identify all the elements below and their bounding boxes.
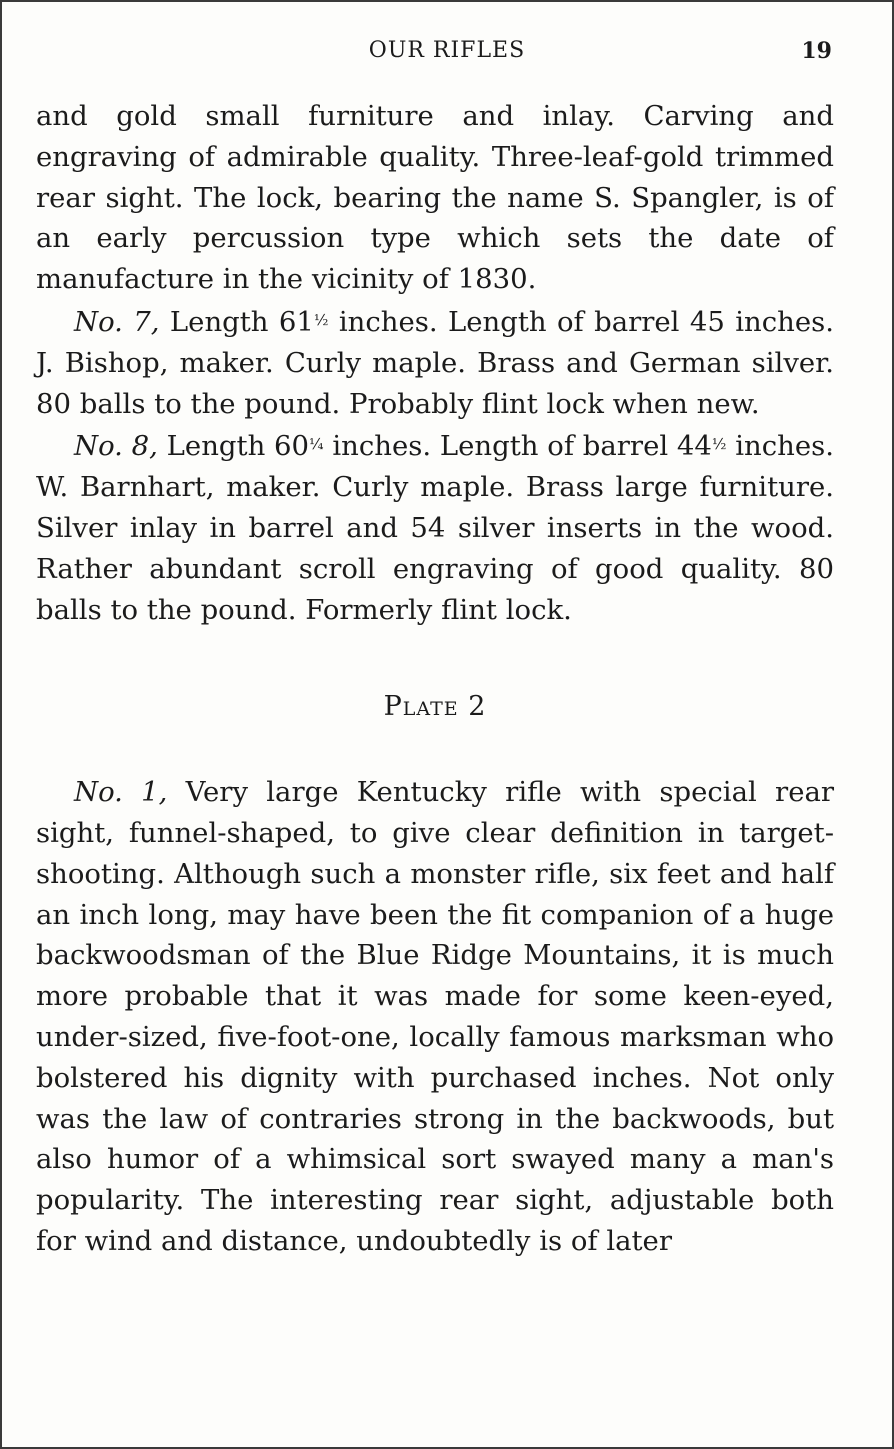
paragraph-text: Length 61 <box>159 305 314 338</box>
paragraph-continuation: and gold small furniture and inlay. Carving and engraving of admirable quality. Three-leaf-gold trimmed rear sight. The lock, bearing the name S. Spangler, is of an early percussion type which sets the date of manufacture in the vicinity of 1830. <box>36 100 834 296</box>
paragraph-text: inches. W. Barnhart, maker. Curly maple. Brass large furniture. Silver inlay in barrel and 54 silver inserts in the wood. Rather abundant scroll engraving of good quality. 80 balls to the pound. Formerly flint lock. <box>36 430 834 626</box>
paragraph-text: Length 60 <box>157 430 310 463</box>
paragraph-text: inches. Length of barrel 45 inches. J. Bishop, maker. Curly maple. Brass and German silver. 80 balls to the pound. Probably flint lock when new. <box>36 305 834 420</box>
paragraph-item-7 <box>36 300 834 424</box>
item-number: No. 8, <box>74 430 158 463</box>
running-title: OUR RIFLES <box>368 38 526 63</box>
paragraph-text: Very large Kentucky rifle with special rear sight, funnel-shaped, to give clear definition in target-shooting. Although such a monster rifle, six feet and half an inch long, may have been the fit companion of a huge backwoodsman of the Blue Ridge Mountains, it is much more probable that it was made for some keen-eyed, under-sized, five-foot-one, locally famous marksman who bolstered his dignity with purchased inches. Not only was the law of contraries strong in the backwoods, but also humor of a whimsical sort swayed many a man's popularity. The interesting rear sight, adjustable both for wind and distance, undoubtedly is of later <box>36 776 835 1257</box>
fraction: ¼ <box>309 435 324 454</box>
item-number: No. 1, <box>74 776 168 809</box>
fraction: ½ <box>711 435 727 454</box>
plate-heading: Plate 2 <box>383 691 487 723</box>
body-text <box>36 96 834 1262</box>
paragraph-plate2-item-1 <box>36 772 834 1262</box>
page-number: 19 <box>801 38 832 64</box>
paragraph-text: inches. Length of barrel 44 <box>323 430 712 463</box>
item-number: No. 7, <box>74 305 160 338</box>
running-head <box>2 38 892 70</box>
fraction: ½ <box>313 310 329 329</box>
paragraph-item-8 <box>36 424 834 630</box>
